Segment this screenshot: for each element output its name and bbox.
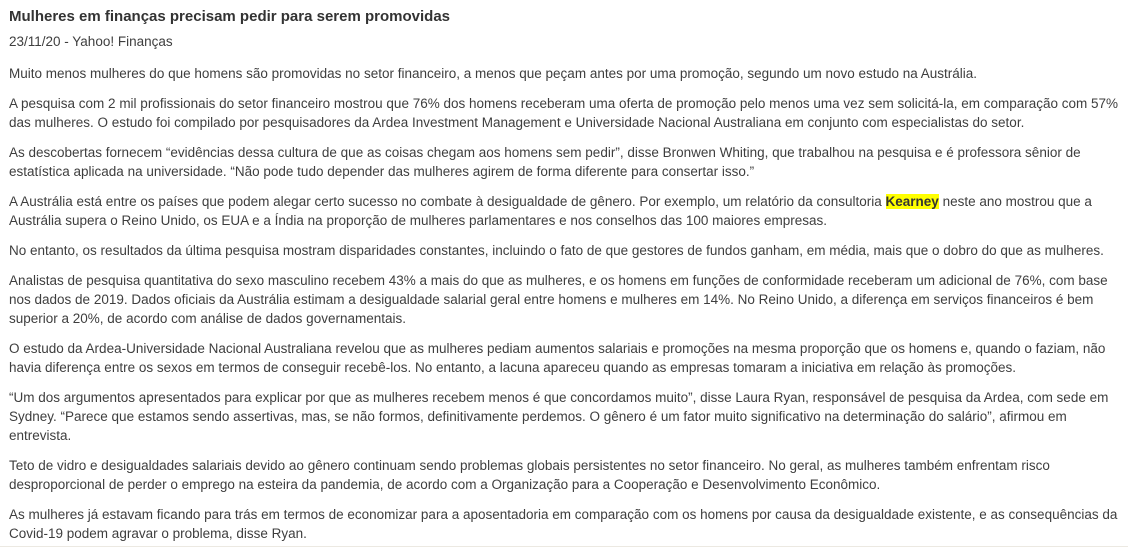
paragraph: Teto de vidro e desigualdades salariais devido ao gênero continuam sendo problemas globais persistentes no setor financeiro. No geral, as mulheres também enfrentam risco desproporcional de perder o emprego na esteira da pandemia, de acordo com a Organização para a Cooperação e Desenvolvimento Econômico. (9, 458, 1050, 492)
paragraph: Analistas de pesquisa quantitativa do sexo masculino recebem 43% a mais do que as mulheres, e os homens em funções de conformidade receberam um adicional de 76%, com base nos dados de 2019. Dados oficiais da Austrália estimam a desigualdade salarial geral entre homens e mulheres em 14%. No Reino Unido, a diferença em serviços financeiros é bem superior a 20%, de acordo com análise de dados governamentais. (9, 273, 1108, 326)
paragraph: No entanto, os resultados da última pesquisa mostram disparidades constantes, incluindo o fato de que gestores de fundos ganham, em média, mais que o dobro do que as mulheres. (9, 243, 1104, 258)
paragraph: As descobertas fornecem “evidências dessa cultura de que as coisas chegam aos homens sem pedir”, disse Bronwen Whiting, que trabalhou na pesquisa e é professora sênior de estatística aplicada na universidade. “Não pode tudo depender das mulheres agirem de forma diferente para consertar isso.” (9, 145, 1081, 179)
paragraph: A pesquisa com 2 mil profissionais do setor financeiro mostrou que 76% dos homens receberam uma oferta de promoção pelo menos uma vez sem solicitá-la, em comparação com 57% das mulheres. O estudo foi compilado por pesquisadores da Ardea Investment Management e Universidade Nacional Australiana em conjunto com especialistas do setor. (9, 96, 1119, 130)
article-body (9, 64, 1119, 543)
bottom-divider (0, 546, 1128, 547)
article-date-source: 23/11/20 - Yahoo! Finanças (9, 34, 173, 49)
paragraph: Muito menos mulheres do que homens são promovidas no setor financeiro, a menos que peçam antes por uma promoção, segundo um novo estudo na Austrália. (9, 66, 978, 81)
paragraph: As mulheres já estavam ficando para trás em termos de economizar para a aposentadoria em comparação com os homens por causa da desigualdade existente, e as consequências da Covid-19 podem agravar o problema, disse Ryan. (9, 507, 1118, 541)
paragraph-text-before-highlight: A Austrália está entre os países que podem alegar certo sucesso no combate à desigualdade de gênero. Por exemplo, um relatório da consultoria (9, 194, 886, 209)
search-highlight-kearney: Kearney (885, 194, 939, 209)
paragraph-text-after-highlight: neste ano mostrou que a Austrália supera o Reino Unido, os EUA e a Índia na proporção de mulheres parlamentares e nos conselhos das 100 maiores empresas. (9, 194, 1092, 228)
article-title: Mulheres em finanças precisam pedir para serem promovidas (9, 8, 451, 25)
paragraph-with-highlight (9, 192, 1119, 230)
paragraph: O estudo da Ardea-Universidade Nacional Australiana revelou que as mulheres pediam aumentos salariais e promoções na mesma proporção que os homens e, quando o faziam, não havia diferença entre os sexos em termos de conseguir recebê-los. No entanto, a lacuna apareceu quando as empresas tomaram a iniciativa em relação às promoções. (9, 341, 1106, 375)
paragraph: “Um dos argumentos apresentados para explicar por que as mulheres recebem menos é que concordamos muito”, disse Laura Ryan, responsável de pesquisa da Ardea, com sede em Sydney. “Parece que estamos sendo assertivas, mas, se não formos, definitivamente perdemos. O gênero é um fator muito significativo na determinação do salário”, afirmou em entrevista. (9, 390, 1109, 443)
